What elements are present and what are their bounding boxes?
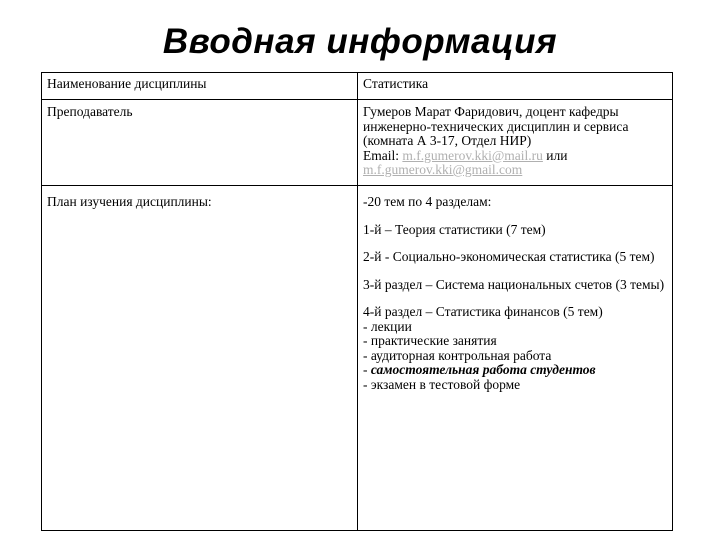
teacher-info: Гумеров Марат Фаридович, доцент кафедры инженерно-технических дисциплин и сервиса (комната А 3-17, Отдел НИР) [363, 104, 629, 148]
email-link-mail[interactable]: m.f.gumerov.kki@mail.ru [402, 147, 543, 163]
table-row [42, 100, 673, 186]
teacher-label: Преподаватель [42, 100, 358, 186]
plan-section-4-block [363, 305, 668, 392]
bold-item-text: самостоятельная работа студентов [370, 362, 596, 377]
table-row [42, 73, 673, 100]
plan-value [358, 186, 673, 531]
bold-item-prefix: - [363, 362, 371, 377]
list-item: - аудиторная контрольная работа [363, 347, 552, 363]
list-item: - практические занятия [363, 333, 497, 348]
list-item: - экзамен в тестовой форме [363, 376, 521, 392]
email-link-gmail[interactable]: m.f.gumerov.kki@gmail.com [363, 162, 523, 177]
list-item-bold [363, 363, 668, 378]
plan-section-4: 4-й раздел – Статистика финансов (5 тем) [363, 304, 603, 319]
discipline-label: Наименование дисциплины [42, 73, 358, 100]
info-table [41, 72, 673, 531]
email-prefix: Email: [363, 147, 403, 163]
plan-label: План изучения дисциплины: [42, 186, 358, 531]
plan-section-1: 1-й – Теория статистики (7 тем) [363, 221, 546, 237]
plan-summary: -20 тем по 4 разделам: [363, 194, 492, 209]
list-item: - лекции [363, 318, 412, 334]
plan-section-2: 2-й - Социально-экономическая статистика (5 тем) [363, 249, 655, 264]
email-or: или [542, 147, 568, 163]
plan-section-3: 3-й раздел – Система национальных счетов (3 темы) [363, 276, 665, 292]
table-row [42, 186, 673, 531]
discipline-value: Статистика [358, 73, 673, 100]
teacher-value [358, 100, 673, 186]
page-title: Вводная информация [162, 22, 558, 61]
